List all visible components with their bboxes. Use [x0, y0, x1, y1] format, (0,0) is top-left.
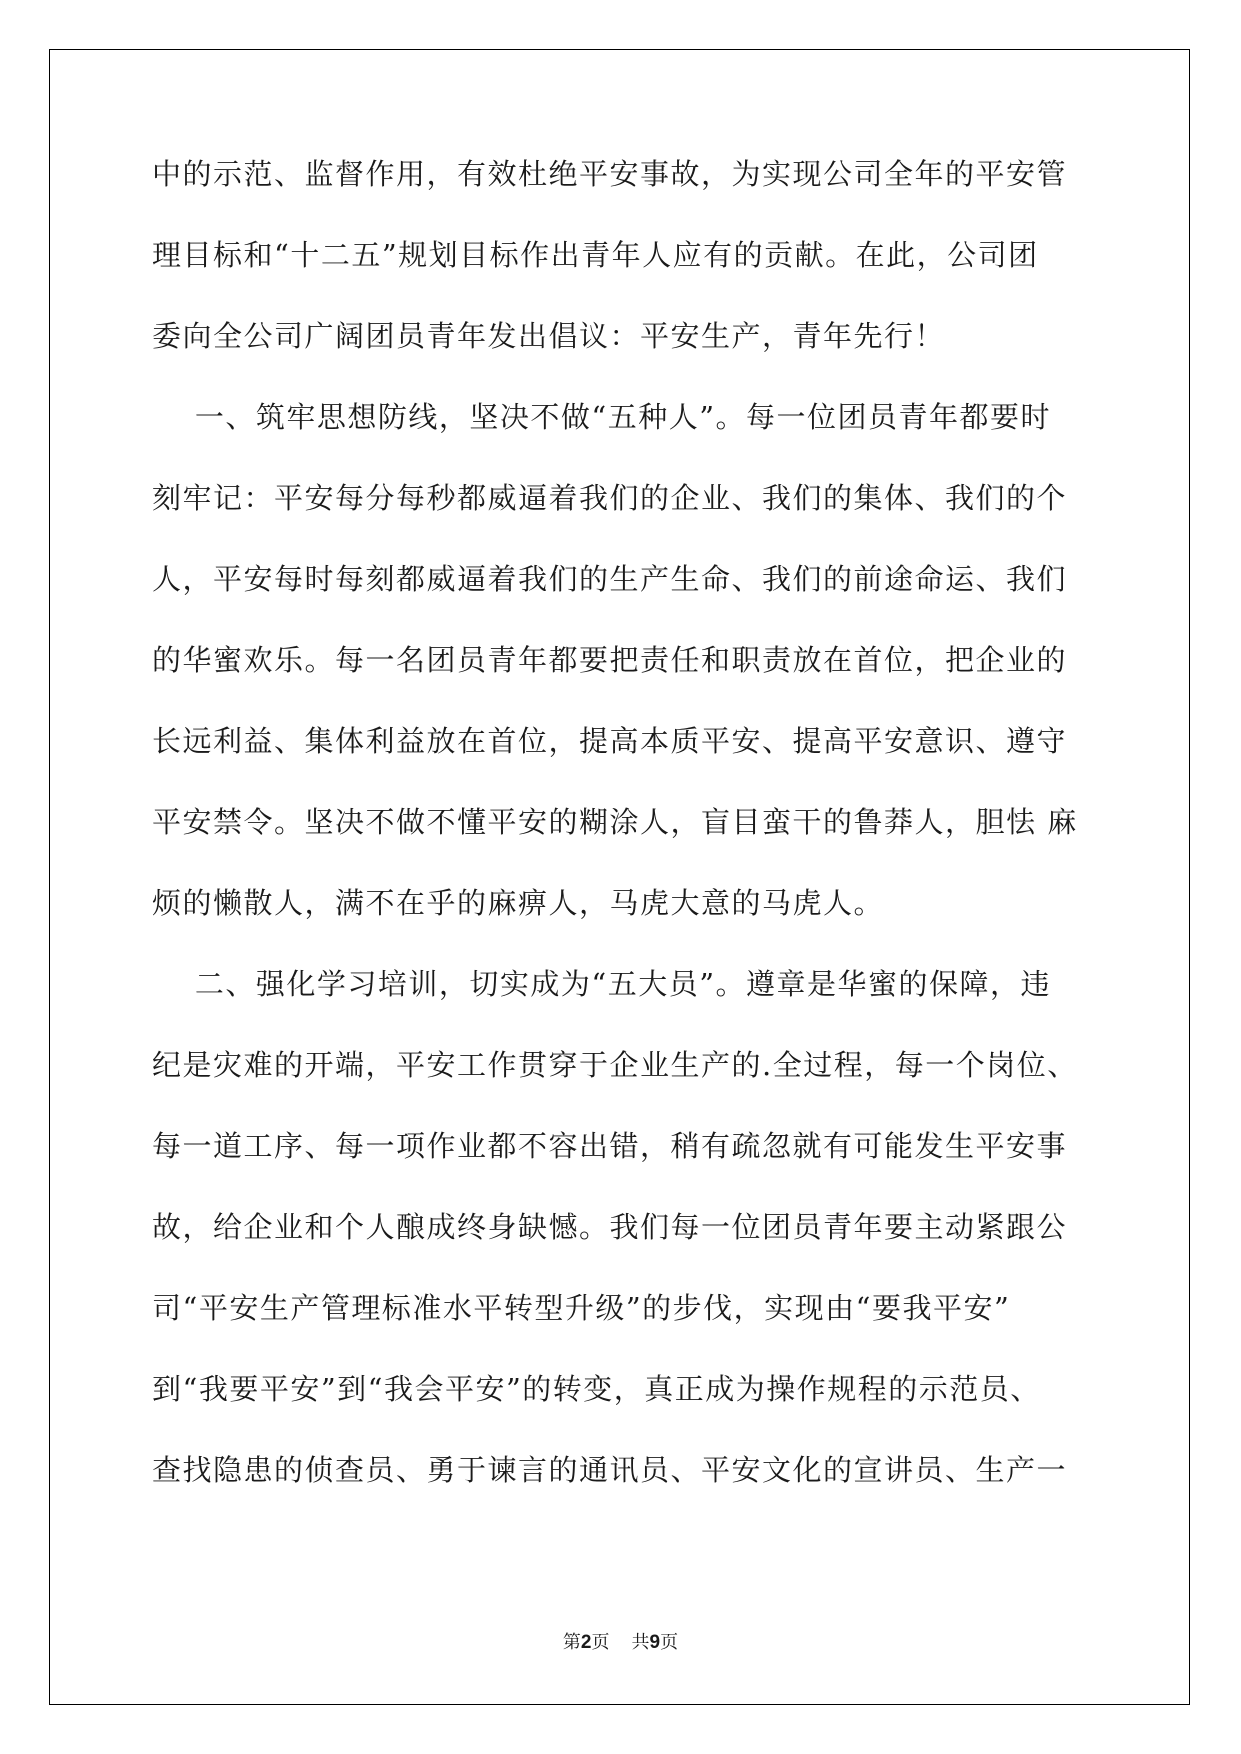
text-line: 刻牢记：平安每分每秒都威逼着我们的企业、我们的集体、我们的个	[152, 481, 1068, 515]
total-prefix: 共	[631, 1632, 650, 1653]
text-line: 故，给企业和个人酿成终身缺憾。我们每一位团员青年要主动紧跟公	[152, 1210, 1068, 1244]
page-footer	[0, 1628, 1241, 1654]
total-suffix: 页	[660, 1632, 679, 1653]
text-line: 司“平安生产管理标准水平转型升级”的步伐，实现由“要我平安”	[152, 1291, 1011, 1325]
text-line: 纪是灾难的开端，平安工作贯穿于企业生产的.全过程，每一个岗位、	[152, 1048, 1078, 1082]
text-line: 理目标和“十二五”规划目标作出青年人应有的贡献。在此，公司团	[152, 238, 1039, 272]
text-line: 中的示范、监督作用，有效杜绝平安事故，为实现公司全年的平安管	[152, 157, 1068, 191]
text-line: 每一道工序、每一项作业都不容出错，稍有疏忽就有可能发生平安事	[152, 1129, 1068, 1163]
text-line: 长远利益、集体利益放在首位，提高本质平安、提高平安意识、遵守	[152, 724, 1068, 758]
text-line: 烦的懒散人，满不在乎的麻痹人，马虎大意的马虎人。	[152, 886, 885, 920]
text-line: 到“我要平安”到“我会平安”的转变，真正成为操作规程的示范员、	[152, 1372, 1041, 1406]
page-prefix: 第	[562, 1632, 581, 1653]
text-line: 的华蜜欢乐。每一名团员青年都要把责任和职责放在首位，把企业的	[152, 643, 1068, 677]
total-pages: 9	[649, 1632, 661, 1653]
text-line: 平安禁令。坚决不做不懂平安的糊涂人，盲目蛮干的鲁莽人，胆怯 麻	[152, 805, 1078, 839]
page-suffix: 页	[591, 1632, 610, 1653]
text-line: 查找隐患的侦查员、勇于谏言的通讯员、平安文化的宣讲员、生产一	[152, 1453, 1068, 1487]
text-line: 委向全公司广阔团员青年发出倡议：平安生产，青年先行！	[152, 319, 946, 353]
document-body	[152, 152, 1092, 1529]
text-line: 二、强化学习培训，切实成为“五大员”。遵章是华蜜的保障，违	[152, 967, 1052, 1001]
text-line: 一、筑牢思想防线，坚决不做“五种人”。每一位团员青年都要时	[152, 400, 1052, 434]
text-line: 人，平安每时每刻都威逼着我们的生产生命、我们的前途命运、我们	[152, 562, 1068, 596]
page-number: 2	[580, 1632, 592, 1653]
